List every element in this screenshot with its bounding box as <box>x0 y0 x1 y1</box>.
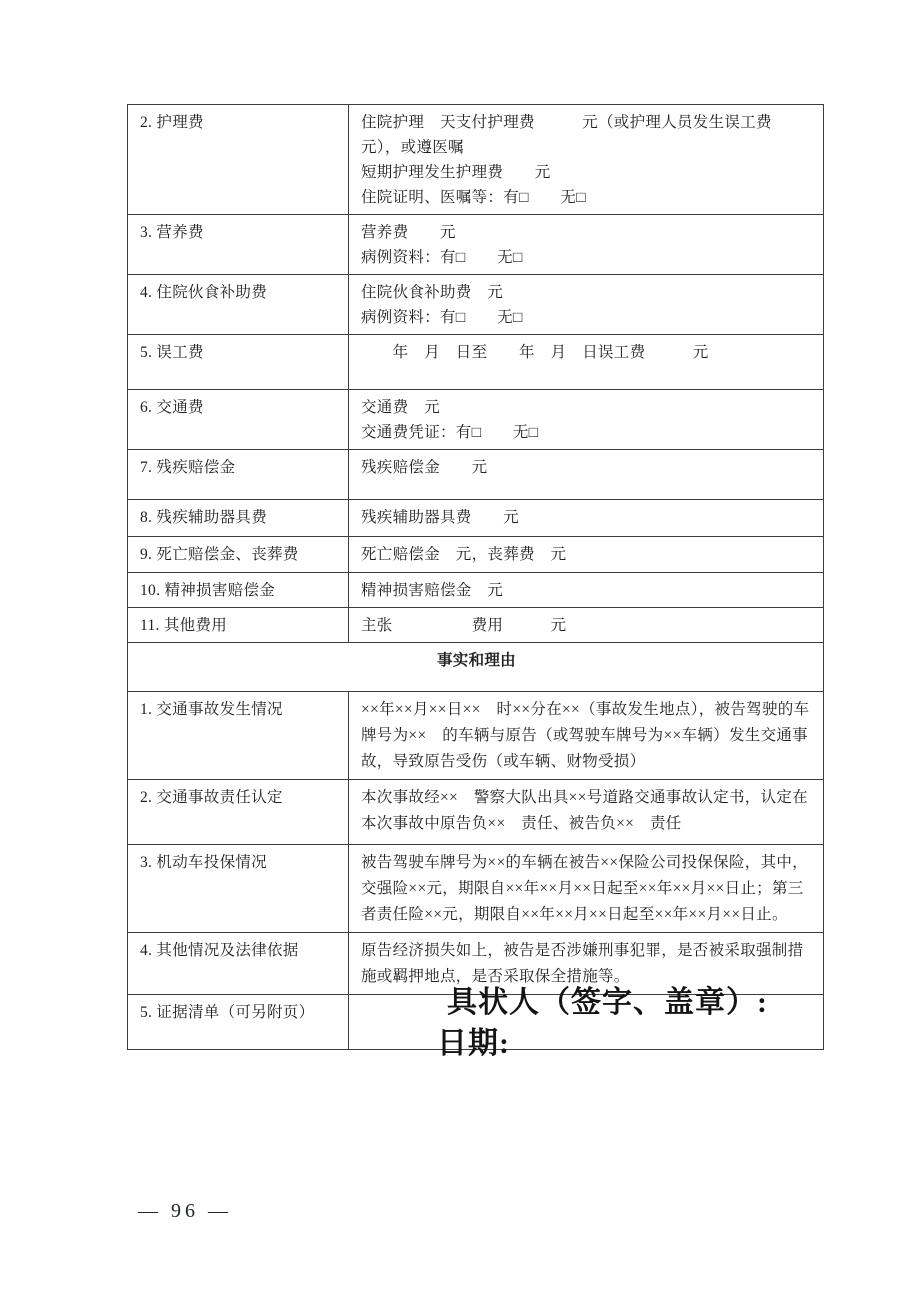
row-content <box>349 500 824 537</box>
row-content-line: 残疾赔偿金 元 <box>361 459 488 476</box>
row-content <box>349 608 824 643</box>
table-row <box>128 105 824 215</box>
row-content <box>349 573 824 608</box>
signer-label: 具状人（签字、盖章）: <box>447 986 768 1019</box>
fact-content: ××年××月××日×× 时××分在××（事故发生地点），被告驾驶的车牌号为×× 的车辆与原告（或驾驶车牌号为××车辆）发生交通事故，导致原告受伤（或车辆、财物受损） <box>361 701 810 770</box>
row-content-line: 交通费凭证：有□ 无□ <box>361 424 539 441</box>
table-row <box>128 390 824 450</box>
row-content <box>349 845 824 933</box>
table-row <box>128 450 824 500</box>
signature-block <box>437 982 768 1064</box>
table-row <box>128 573 824 608</box>
row-label: 2. 护理费 <box>128 105 349 215</box>
row-content <box>349 780 824 845</box>
date-label: 日期: <box>437 1027 510 1060</box>
row-content-line: 病例资料：有□ 无□ <box>361 249 523 266</box>
row-label: 7. 残疾赔偿金 <box>128 450 349 500</box>
row-label: 4. 住院伙食补助费 <box>128 275 349 335</box>
row-label: 5. 证据清单（可另附页） <box>128 995 349 1050</box>
row-content <box>349 275 824 335</box>
row-label: 11. 其他费用 <box>128 608 349 643</box>
table-row <box>128 275 824 335</box>
row-label: 3. 营养费 <box>128 215 349 275</box>
row-label: 8. 残疾辅助器具费 <box>128 500 349 537</box>
row-content-line: 营养费 元 <box>361 224 456 241</box>
table-row <box>128 692 824 780</box>
row-content-line: 残疾辅助器具费 元 <box>361 509 520 526</box>
row-content <box>349 537 824 573</box>
row-content-line: 年 月 日至 年 月 日误工费 元 <box>361 344 709 361</box>
row-content <box>349 390 824 450</box>
row-label: 1. 交通事故发生情况 <box>128 692 349 780</box>
row-content <box>349 105 824 215</box>
table-row <box>128 500 824 537</box>
table-row <box>128 643 824 692</box>
row-content-line: 住院证明、医嘱等：有□ 无□ <box>361 189 586 206</box>
row-content <box>349 692 824 780</box>
row-content <box>349 215 824 275</box>
table-row <box>128 608 824 643</box>
table-row <box>128 215 824 275</box>
fact-content: 原告经济损失如上，被告是否涉嫌刑事犯罪，是否被采取强制措施或羁押地点，是否采取保全措施等。 <box>361 942 804 985</box>
row-content-line: 主张 费用 元 <box>361 617 567 634</box>
row-label: 9. 死亡赔偿金、丧葬费 <box>128 537 349 573</box>
table-row <box>128 537 824 573</box>
fact-content: 被告驾驶车牌号为××的车辆在被告××保险公司投保保险，其中，交强险××元，期限自××年××月××日起至××年××月××日止；第三者责任险××元，期限自××年××月××日起至××年××月××日止。 <box>361 854 808 923</box>
row-content-line: 住院伙食补助费 元 <box>361 284 504 301</box>
row-content-line: 病例资料：有□ 无□ <box>361 309 523 326</box>
table-row <box>128 780 824 845</box>
row-label: 10. 精神损害赔偿金 <box>128 573 349 608</box>
row-content-line: 短期护理发生护理费 元 <box>361 164 551 181</box>
table-row <box>128 335 824 390</box>
row-label: 2. 交通事故责任认定 <box>128 780 349 845</box>
row-label: 5. 误工费 <box>128 335 349 390</box>
row-label: 4. 其他情况及法律依据 <box>128 933 349 995</box>
row-content-line: 精神损害赔偿金 元 <box>361 582 504 599</box>
page-number: — 96 — <box>138 1200 232 1222</box>
compensation-claims-table <box>127 104 824 1050</box>
row-label: 3. 机动车投保情况 <box>128 845 349 933</box>
row-content <box>349 335 824 390</box>
fact-content: 本次事故经×× 警察大队出具××号道路交通事故认定书，认定在本次事故中原告负×× 责任、被告负×× 责任 <box>361 789 808 832</box>
row-content-line: 交通费 元 <box>361 399 441 416</box>
facts-section-header: 事实和理由 <box>128 643 824 692</box>
table-row <box>128 845 824 933</box>
row-label: 6. 交通费 <box>128 390 349 450</box>
row-content-line: 住院护理 天支付护理费 元（或护理人员发生误工费 元），或遵医嘱 <box>361 114 788 156</box>
row-content-line: 死亡赔偿金 元，丧葬费 元 <box>361 546 567 563</box>
row-content <box>349 450 824 500</box>
